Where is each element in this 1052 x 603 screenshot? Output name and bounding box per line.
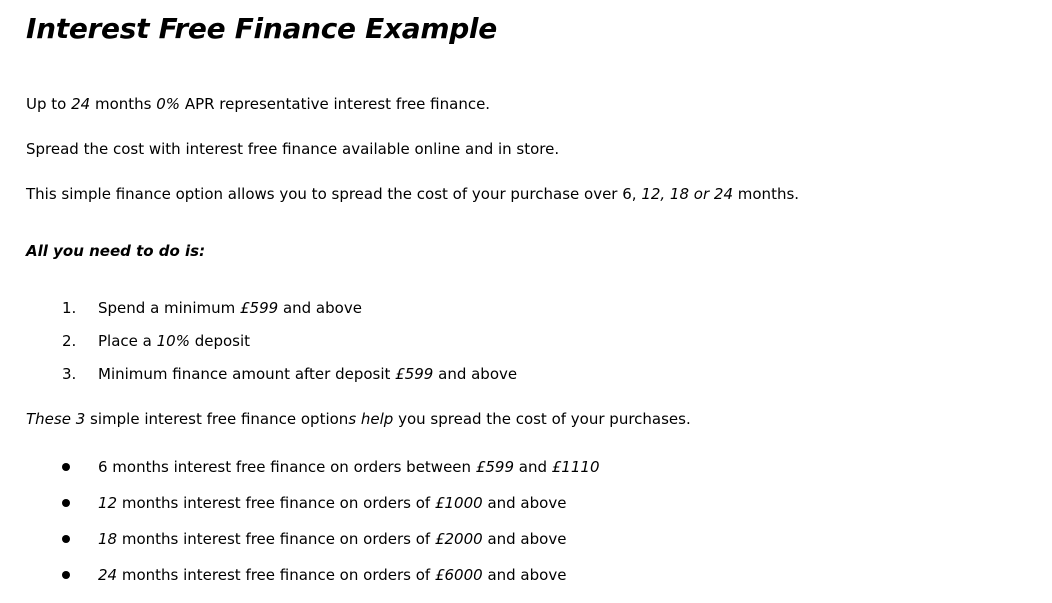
step-amount: 10% <box>156 332 190 350</box>
option-text-part: and above <box>482 494 567 512</box>
options-intro-emphasis: These 3 <box>26 410 86 428</box>
intro-option-text: This simple finance option allows you to spread the cost of your purchase over 6, <box>26 185 642 203</box>
intro-apr-text: Up to <box>26 95 72 113</box>
bullet-icon <box>62 499 70 507</box>
options-intro-text: you spread the cost of your purchases. <box>393 410 691 428</box>
option-amount: £2000 <box>434 530 483 548</box>
steps-heading: All you need to do is: <box>26 242 206 260</box>
option-amount: £1000 <box>434 494 483 512</box>
option-text <box>98 457 599 477</box>
option-months: 18 <box>98 530 118 548</box>
option-item <box>0 565 1052 585</box>
intro-apr-text: APR representative interest free finance. <box>180 95 491 113</box>
option-text-part: months interest free finance on orders of <box>117 530 435 548</box>
options-intro-emphasis: s help <box>348 410 394 428</box>
intro-apr-line <box>26 94 490 114</box>
intro-option-text: months. <box>733 185 800 203</box>
bullet-icon <box>62 463 70 471</box>
step-text-part: and above <box>278 299 362 317</box>
option-text <box>98 565 566 585</box>
intro-option-line <box>26 184 799 204</box>
step-amount: £599 <box>395 365 434 383</box>
option-amount: £599 <box>475 458 514 476</box>
intro-apr-text: months <box>90 95 157 113</box>
option-text <box>98 493 566 513</box>
option-text-part: and above <box>482 566 567 584</box>
option-text <box>98 529 566 549</box>
option-text-part: months interest free finance on orders of <box>117 566 435 584</box>
step-number: 3. <box>62 365 77 383</box>
option-months: 12 <box>98 494 118 512</box>
page-title: Interest Free Finance Example <box>26 12 497 45</box>
option-text-part: and above <box>482 530 567 548</box>
option-text-part: months interest free finance on orders of <box>117 494 435 512</box>
intro-apr-rate-value: 0% <box>156 95 181 113</box>
option-item <box>0 529 1052 549</box>
option-text-part: and <box>514 458 552 476</box>
step-text-part: Spend a minimum <box>98 299 240 317</box>
step-text <box>98 364 517 384</box>
step-amount: £599 <box>239 299 279 317</box>
option-item <box>0 457 1052 477</box>
option-amount: £6000 <box>434 566 483 584</box>
intro-apr-months-value: 24 <box>71 95 91 113</box>
option-item <box>0 493 1052 513</box>
step-text <box>98 331 250 351</box>
step-text <box>98 298 362 318</box>
step-item <box>0 331 1052 351</box>
step-item <box>0 298 1052 318</box>
step-text-part: Minimum finance amount after deposit <box>98 365 396 383</box>
bullet-icon <box>62 571 70 579</box>
bullet-icon <box>62 535 70 543</box>
step-number: 2. <box>62 332 77 350</box>
step-text-part: Place a <box>98 332 157 350</box>
options-intro-text: simple interest free finance option <box>85 410 349 428</box>
options-intro-line <box>26 409 691 429</box>
intro-spread-line: Spread the cost with interest free finance available online and in store. <box>26 140 560 158</box>
step-text-part: and above <box>433 365 518 383</box>
step-item <box>0 364 1052 384</box>
option-text-part: 6 months interest free finance on orders between <box>98 458 476 476</box>
intro-option-terms: 12, 18 or 24 <box>641 185 733 203</box>
option-amount: £1110 <box>551 458 600 476</box>
step-number: 1. <box>62 299 77 317</box>
option-months: 24 <box>98 566 118 584</box>
step-text-part: deposit <box>189 332 251 350</box>
